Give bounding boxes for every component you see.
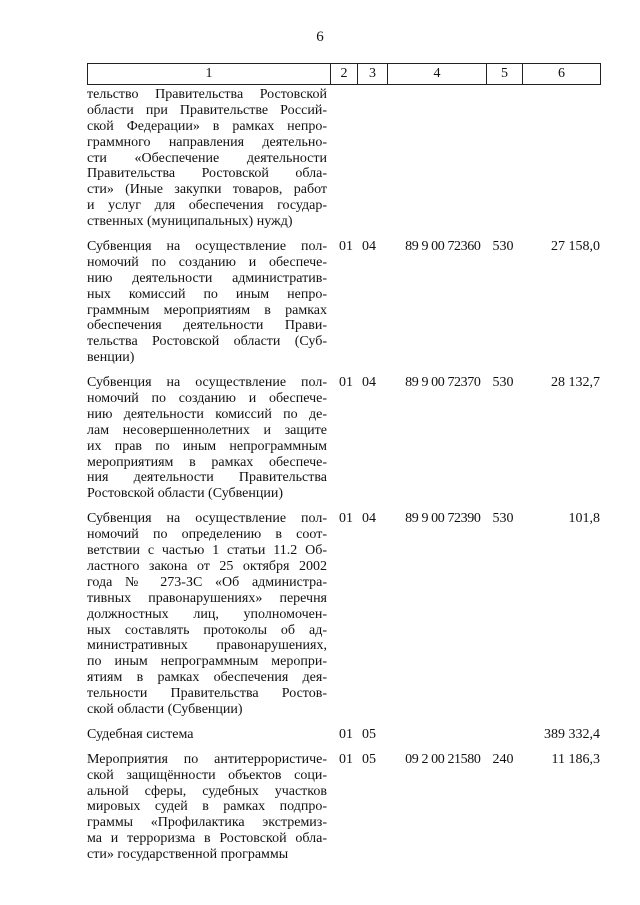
description-line: ветствии с частью 1 статьи 11.2 Об-	[87, 543, 327, 559]
table-row	[87, 87, 600, 230]
description-line: ской Федерации» в рамках непро-	[87, 118, 327, 134]
row-section: 01	[339, 511, 353, 527]
description-line: лам несовершеннолетних и защите	[87, 422, 327, 438]
description-line: мероприятиям в рамках обеспече-	[87, 454, 327, 470]
table-row	[87, 239, 600, 366]
table-row	[87, 727, 600, 743]
header-col-4: 4	[388, 64, 487, 85]
row-subsection: 05	[361, 751, 376, 767]
row-expense-type: 240	[492, 751, 514, 767]
description-line: министративных правонарушениях,	[87, 638, 327, 654]
description-line: ластного закона от 25 октября 2002	[87, 558, 327, 574]
description-line: ма и терроризма в Ростовской обла-	[87, 831, 327, 847]
row-amount: 27 158,0	[551, 239, 600, 255]
description-line: года № 273-ЗС «Об администра-	[87, 574, 327, 590]
description-line: граммного направления деятельно-	[87, 134, 327, 150]
description-line: тельство Правительства Ростовской	[87, 87, 327, 102]
row-expense-type: 530	[492, 239, 514, 255]
row-description	[87, 511, 329, 718]
table-row	[87, 511, 600, 718]
description-line: ственных (муниципальных) нужд)	[87, 214, 293, 230]
description-line: ных комиссий по иным непро-	[87, 286, 327, 302]
table-body	[87, 87, 600, 872]
page-number: 6	[316, 29, 324, 45]
header-col-2: 2	[331, 64, 358, 85]
description-line: нию деятельности административ-	[87, 270, 327, 286]
row-section: 01	[339, 375, 353, 391]
description-line: ской области (Субвенции)	[87, 701, 243, 717]
table-row	[87, 375, 600, 502]
description-line: венции)	[87, 350, 135, 366]
row-target-article: 89 9 00 72370	[405, 375, 481, 391]
row-section: 01	[339, 751, 353, 767]
description-line: сти» (Иные закупки товаров, работ	[87, 182, 327, 198]
description-line: ния деятельности Правительства	[87, 470, 327, 486]
description-line: ных составлять протоколы об ад-	[87, 622, 327, 638]
row-description	[87, 239, 329, 366]
header-col-1: 1	[88, 64, 331, 85]
description-line: граммы «Профилактика экстремиз-	[87, 815, 327, 831]
description-line: Ростовской области (Субвенции)	[87, 486, 284, 502]
description-line: области при Правительстве Россий-	[87, 102, 327, 118]
description-line: мировых судей в рамках подпро-	[87, 799, 327, 815]
row-description	[87, 752, 329, 863]
row-amount: 28 132,7	[551, 375, 600, 391]
row-amount: 389 332,4	[544, 726, 600, 742]
row-subsection: 05	[361, 726, 376, 742]
row-amount: 101,8	[568, 511, 600, 527]
description-line: тивных правонарушениях» перечня	[87, 590, 327, 606]
row-expense-type: 530	[492, 511, 514, 527]
row-section: 01	[339, 239, 353, 255]
description-line: ятиям в рамках обеспечения дея-	[87, 670, 327, 686]
description-line: по иным непрограммным меропри-	[87, 654, 327, 670]
description-line: номочий по созданию и обеспече-	[87, 254, 327, 270]
table-row	[87, 752, 600, 863]
description-line: Субвенция на осуществление пол-	[87, 239, 327, 255]
row-subsection: 04	[361, 239, 376, 255]
description-line: их прав по иным непрограммным	[87, 438, 327, 454]
description-line: граммным мероприятиям в рамках	[87, 302, 327, 318]
description-line: тельства Ростовской области (Суб-	[87, 334, 327, 350]
description-line: и услуг для обеспечения государ-	[87, 198, 327, 214]
header-col-3: 3	[358, 64, 388, 85]
row-description	[87, 727, 329, 743]
description-line: Субвенция на осуществление пол-	[87, 375, 327, 391]
description-line: Судебная система	[87, 726, 194, 742]
row-description	[87, 87, 329, 230]
row-subsection: 04	[361, 511, 376, 527]
row-subsection: 04	[361, 375, 376, 391]
table-header	[87, 63, 601, 85]
description-line: нию деятельности комиссий по де-	[87, 406, 327, 422]
row-expense-type: 530	[492, 375, 514, 391]
row-target-article: 89 9 00 72390	[405, 511, 481, 527]
description-line: сти» государственной программы	[87, 847, 289, 863]
row-target-article: 89 9 00 72360	[405, 239, 481, 255]
description-line: номочий по определению в соот-	[87, 527, 327, 543]
description-line: альной сферы, судебных участков	[87, 783, 327, 799]
description-line: ской защищённости объектов соци-	[87, 767, 327, 783]
header-col-5: 5	[487, 64, 523, 85]
description-line: должностных лиц, уполномочен-	[87, 606, 327, 622]
description-line: Правительства Ростовской обла-	[87, 166, 327, 182]
row-description	[87, 375, 329, 502]
description-line: номочий по созданию и обеспече-	[87, 391, 327, 407]
header-col-6: 6	[523, 64, 601, 85]
description-line: Субвенция на осуществление пол-	[87, 511, 327, 527]
row-target-article: 09 2 00 21580	[405, 751, 481, 767]
description-line: Мероприятия по антитеррористиче-	[87, 751, 327, 767]
description-line: тельности Правительства Ростов-	[87, 686, 327, 702]
row-amount: 11 186,3	[551, 751, 600, 767]
description-line: обеспечения деятельности Прави-	[87, 318, 327, 334]
row-section: 01	[339, 726, 353, 742]
description-line: сти «Обеспечение деятельности	[87, 150, 327, 166]
